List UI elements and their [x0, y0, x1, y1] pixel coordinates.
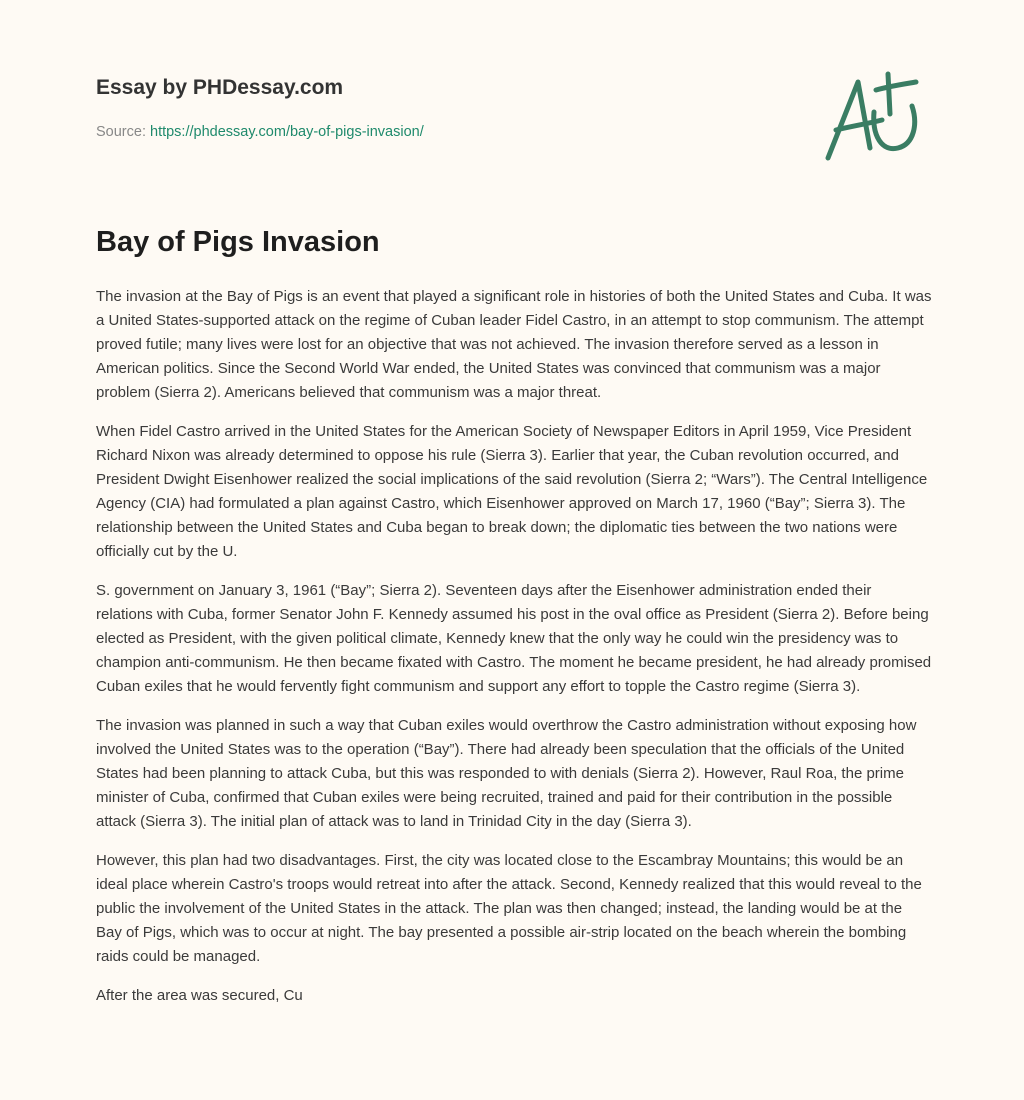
paragraph: However, this plan had two disadvantages. First, the city was located close to the Escambray Mountains; this would be an ideal place wherein Castro's troops would retreat into after the attack. Second, Kennedy realized that this would reveal to the public the involvement of the United States in the attack. The plan was then changed; instead, the landing would be at the Bay of Pigs, which was to occur at night. The bay presented a possible air-strip located on the beach wherein the bombing raids could be managed.	[96, 852, 922, 965]
source-line	[96, 124, 424, 140]
essay-body	[96, 285, 932, 1023]
a-plus-logo-icon	[818, 68, 928, 164]
paragraph: After the area was secured, Cu	[96, 987, 303, 1004]
essay-title: Bay of Pigs Invasion	[96, 226, 380, 258]
paragraph: When Fidel Castro arrived in the United States for the American Society of Newspaper Editors in April 1959, Vice President Richard Nixon was already determined to oppose his rule (Sierra 3). Earlier that year, the Cuban revolution occurred, and President Dwight Eisenhower realized the social implications of the said revolution (Sierra 2; “Wars”). The Central Intelligence Agency (CIA) had formulated a plan against Castro, which Eisenhower approved on March 17, 1960 (“Bay”; Sierra 3). The relationship between the United States and Cuba began to break down; the diplomatic ties between the two nations were officially cut by the U.	[96, 423, 928, 560]
paragraph: S. government on January 3, 1961 (“Bay”; Sierra 2). Seventeen days after the Eisenhower administration ended their relations with Cuba, former Senator John F. Kennedy assumed his post in the oval office as President (Sierra 2). Before being elected as President, with the given political climate, Kennedy knew that the only way he could win the presidency was to champion anti-communism. He then became fixated with Castro. The moment he became president, he had already promised Cuban exiles that he would fervently fight communism and support any effort to topple the Castro regime (Sierra 3).	[96, 582, 932, 695]
paragraph: The invasion was planned in such a way that Cuban exiles would overthrow the Castro administration without exposing how involved the United States was to the operation (“Bay”). There had already been speculation that the officials of the United States had been planning to attack Cuba, but this was responded to with denials (Sierra 2). However, Raul Roa, the prime minister of Cuba, confirmed that Cuban exiles were being recruited, trained and paid for their contribution in the possible attack (Sierra 3). The initial plan of attack was to land in Trinidad City in the day (Sierra 3).	[96, 717, 917, 830]
source-link[interactable]: https://phdessay.com/bay-of-pigs-invasion/	[150, 124, 424, 140]
paragraph: The invasion at the Bay of Pigs is an event that played a significant role in histories of both the United States and Cuba. It was a United States-supported attack on the regime of Cuban leader Fidel Castro, in an attempt to stop communism. The attempt proved futile; many lives were lost for an objective that was not achieved. The invasion therefore served as a lesson in American politics. Since the Second World War ended, the United States was convinced that communism was a major problem (Sierra 2). Americans believed that communism was a major threat.	[96, 288, 932, 401]
source-label: Source:	[96, 124, 150, 140]
site-brand: Essay by PHDessay.com	[96, 76, 344, 99]
